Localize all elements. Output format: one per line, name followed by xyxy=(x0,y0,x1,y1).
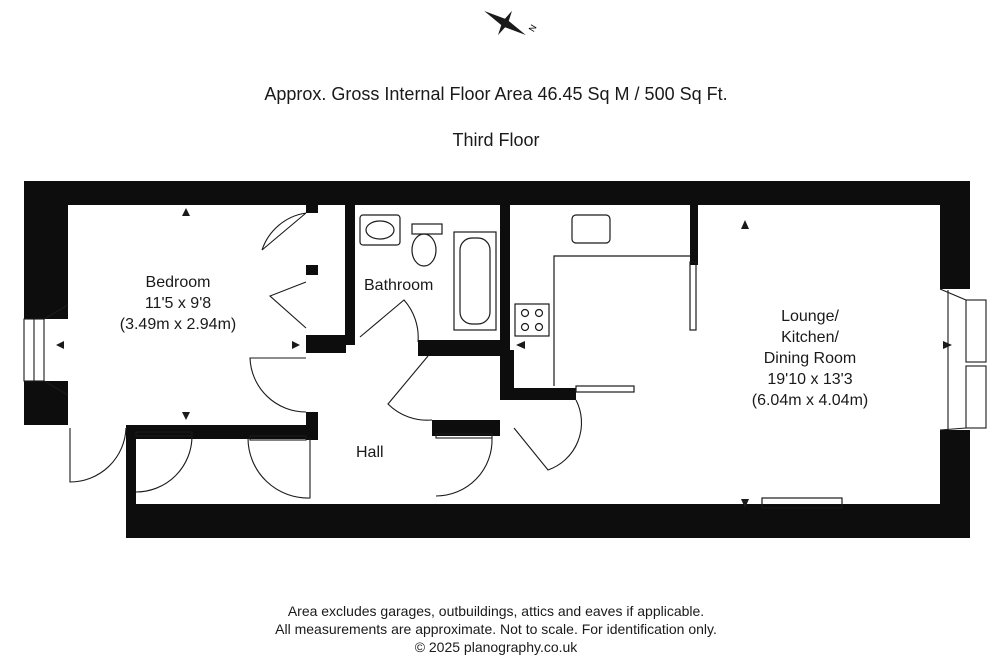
compass-north-label: N xyxy=(526,22,539,34)
lounge-name-line3: Dining Room xyxy=(763,350,857,367)
footer-copyright: © 2025 planography.co.uk xyxy=(414,639,578,655)
compass-icon xyxy=(477,0,533,47)
floor-label: Third Floor xyxy=(452,130,540,150)
floor-area-title: Approx. Gross Internal Floor Area 46.45 Sq M / 500 Sq Ft. xyxy=(264,84,728,104)
bathtub-icon xyxy=(454,232,496,330)
kitchen-sink-icon xyxy=(572,215,610,243)
room-label-bathroom: Bathroom xyxy=(364,277,434,294)
toilet-icon xyxy=(412,224,442,266)
room-label-bedroom xyxy=(118,272,238,335)
footer-disclaimer-1: Area excludes garages, outbuildings, attics and eaves if applicable. xyxy=(287,603,705,619)
lounge-name-line1: Lounge/ xyxy=(781,308,839,325)
bathroom-sink-icon xyxy=(360,215,400,245)
bedroom-dims-imperial: 11'5 x 9'8 xyxy=(144,295,212,312)
footer-disclaimer-2: All measurements are approximate. Not to scale. For identification only. xyxy=(275,621,717,637)
lounge-dims-imperial: 19'10 x 13'3 xyxy=(767,371,853,388)
bedroom-name: Bedroom xyxy=(145,274,211,291)
room-label-lounge xyxy=(740,306,880,411)
lounge-dims-metric: (6.04m x 4.04m) xyxy=(751,392,869,409)
room-label-hall: Hall xyxy=(356,444,384,461)
hob-icon xyxy=(515,304,549,336)
lounge-name-line2: Kitchen/ xyxy=(781,329,839,346)
bedroom-dims-metric: (3.49m x 2.94m) xyxy=(119,316,237,333)
